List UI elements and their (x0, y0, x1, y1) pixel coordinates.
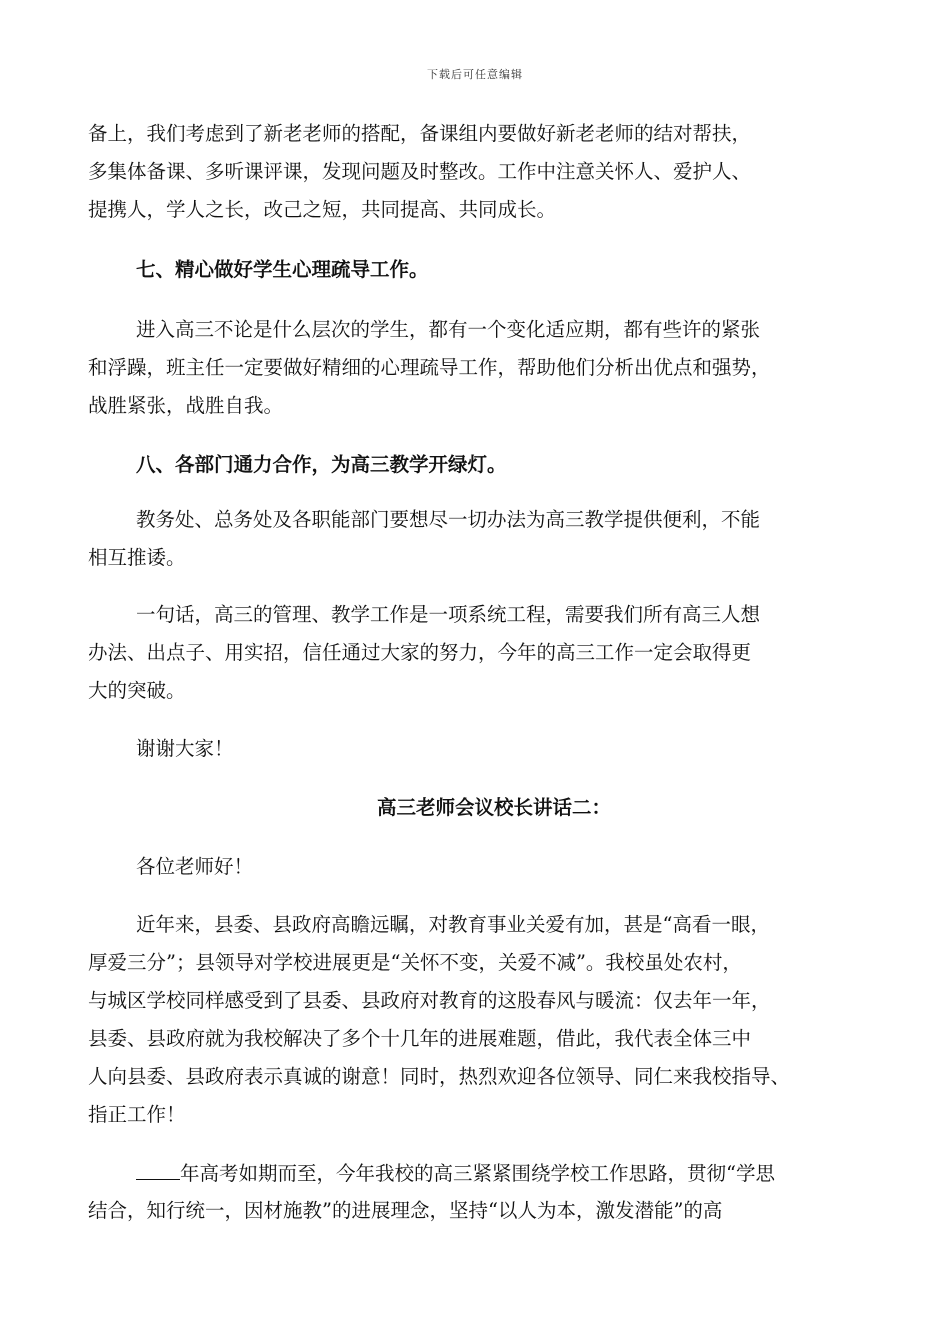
paragraph-line: 和浮躁，班主任一定要做好精细的心理疏导工作，帮助他们分析出优点和强势， (88, 356, 771, 379)
paragraph-line: 战胜紧张，战胜自我。 (88, 394, 284, 417)
paragraph-line: 大的突破。 (88, 679, 186, 702)
paragraph-line: 县委、县政府就为我校解决了多个十几年的进展难题，借此，我代表全体三中 (88, 1027, 752, 1050)
paragraph-text: 年高考如期而至，今年我校的高三紧紧围绕学校工作思路，贯彻“学思 (180, 1162, 775, 1185)
paragraph-line: 提携人，学人之长，改己之短，共同提高、共同成长。 (88, 198, 557, 221)
paragraph-line: 与城区学校同样感受到了县委、县政府对教育的这股春风与暖流：仅去年一年， (88, 989, 771, 1012)
paragraph-line: 近年来，县委、县政府高瞻远瞩，对教育事业关爱有加，甚是“高看一眼， (136, 913, 770, 936)
paragraph-line: 相互推诿。 (88, 546, 186, 569)
paragraph-line: 谢谢大家！ (136, 737, 234, 760)
paragraph-line: 指正工作！ (88, 1103, 186, 1126)
section-heading: 八、各部门通力合作，为高三教学开绿灯。 (136, 453, 507, 476)
paragraph-line: 教务处、总务处及各职能部门要想尽一切办法为高三教学提供便利，不能 (136, 508, 761, 531)
paragraph-line: 备上，我们考虑到了新老老师的搭配，备课组内要做好新老老师的结对帮扶， (88, 122, 752, 145)
section-heading: 七、精心做好学生心理疏导工作。 (136, 258, 429, 281)
paragraph-line: 进入高三不论是什么层次的学生，都有一个变化适应期，都有些许的紧张 (136, 318, 761, 341)
paragraph-line: 各位老师好！ (136, 855, 254, 878)
header-note: 下载后可任意编辑 (427, 68, 523, 81)
paragraph-line: 结合，知行统一，因材施教”的进展理念，坚持“以人为本，激发潜能”的高 (88, 1199, 723, 1222)
fill-in-blank (136, 1161, 180, 1180)
paragraph-line: 厚爱三分”；县领导对学校进展更是“关怀不变，关爱不减”。我校虽处农村， (88, 951, 742, 974)
paragraph-line: 人向县委、县政府表示真诚的谢意！同时，热烈欢迎各位领导、同仁来我校指导、 (88, 1065, 791, 1088)
section-title: 高三老师会议校长讲话二： (376, 796, 611, 819)
paragraph-line: 办法、出点子、用实招，信任通过大家的努力，今年的高三工作一定会取得更 (88, 641, 752, 664)
paragraph-line (136, 1161, 775, 1186)
paragraph-line: 多集体备课、多听课评课，发现问题及时整改。工作中注意关怀人、爱护人、 (88, 160, 752, 183)
paragraph-line: 一句话，高三的管理、教学工作是一项系统工程，需要我们所有高三人想 (136, 603, 761, 626)
